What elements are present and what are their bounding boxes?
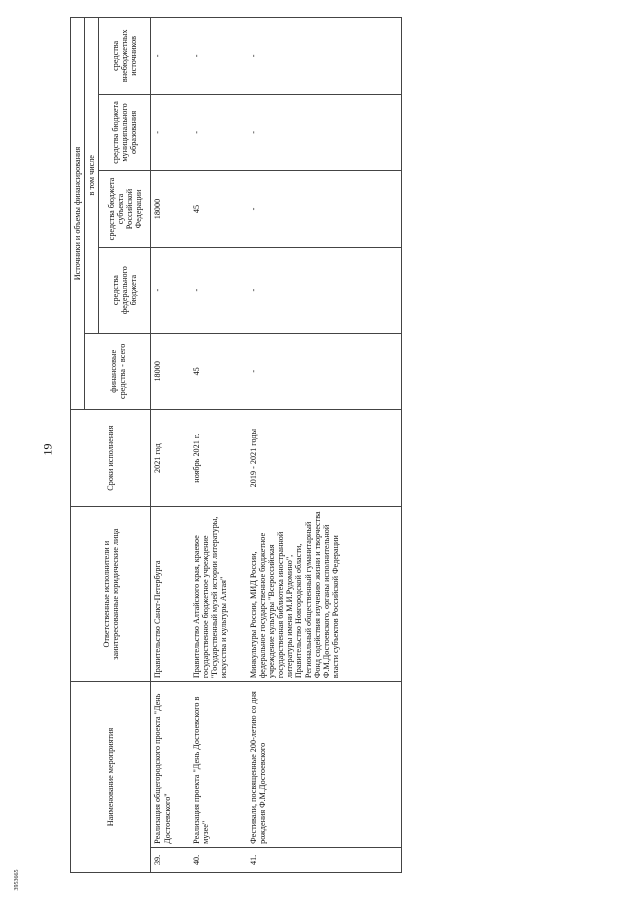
term: ноябрь 2021 г. (190, 410, 247, 507)
responsible-parties: Правительство Санкт-Петербурга (151, 507, 190, 682)
event-name: Фестивали, посвященные 200-летию со дня рождения Ф.М.Достоевского (247, 682, 402, 848)
term: 2019 - 2021 годы (247, 410, 402, 507)
total-amount: 45 (190, 333, 247, 410)
total-amount: 18000 (151, 333, 190, 410)
municipal-amount: - (247, 94, 402, 171)
header-municipal: средства бюджета муниципального образования (99, 94, 151, 171)
row-number: 40. (190, 847, 247, 872)
financing-table (70, 17, 402, 873)
header-responsible: Ответственные исполнители и заинтересованные юридические лица (71, 507, 151, 682)
financing-table-rotated (70, 17, 640, 873)
document-code: 3953665 (14, 869, 20, 891)
header-terms: Сроки исполнения (71, 410, 151, 507)
extrabudgetary-amount: - (151, 18, 190, 95)
row-number: 39. (151, 847, 190, 872)
total-amount: - (247, 333, 402, 410)
extrabudgetary-amount: - (190, 18, 247, 95)
regional-amount: - (247, 171, 402, 248)
header-regional: средства бюджета субъекта Российской Федерации (99, 171, 151, 248)
municipal-amount: - (190, 94, 247, 171)
event-name: Реализация проекта "День Достоевского в музее" (190, 682, 247, 848)
header-including: в том числе (85, 18, 99, 334)
header-name: Наименование мероприятия (71, 682, 151, 873)
term: 2021 год (151, 410, 190, 507)
row-number: 41. (247, 847, 402, 872)
page-number: 19 (40, 443, 55, 456)
table-row (190, 18, 247, 873)
federal-amount: - (190, 247, 247, 333)
regional-amount: 18000 (151, 171, 190, 248)
header-financing-sources: Источники и объемы финансирования (71, 18, 85, 410)
table-row (151, 18, 190, 873)
municipal-amount: - (151, 94, 190, 171)
event-name: Реализация общегородского проекта "День Достоевского" (151, 682, 190, 848)
header-extrabudgetary: средства внебюджетных источников (99, 18, 151, 95)
header-total: финансовые средства - всего (85, 333, 151, 410)
regional-amount: 45 (190, 171, 247, 248)
responsible-parties: Минкультуры России, МИД России, федеральное государственное бюджетное учреждение культуры "Всероссийская государственная библиотека иностранной литературы имени М.И.Рудомино", Правительство Новгородской области, Региональный общественный гуманитарный Фонд содействия изучению жизни и творчества Ф.М.Достоевского, органы исполнительной власти субъектов Российской Федерации (247, 507, 402, 682)
extrabudgetary-amount: - (247, 18, 402, 95)
federal-amount: - (247, 247, 402, 333)
table-row (247, 18, 402, 873)
header-federal: средства федерального бюджета (99, 247, 151, 333)
federal-amount: - (151, 247, 190, 333)
responsible-parties: Правительство Алтайского края, краевое государственное бюджетное учреждение "Государственный музей истории литературы, искусства и культуры Алтая" (190, 507, 247, 682)
